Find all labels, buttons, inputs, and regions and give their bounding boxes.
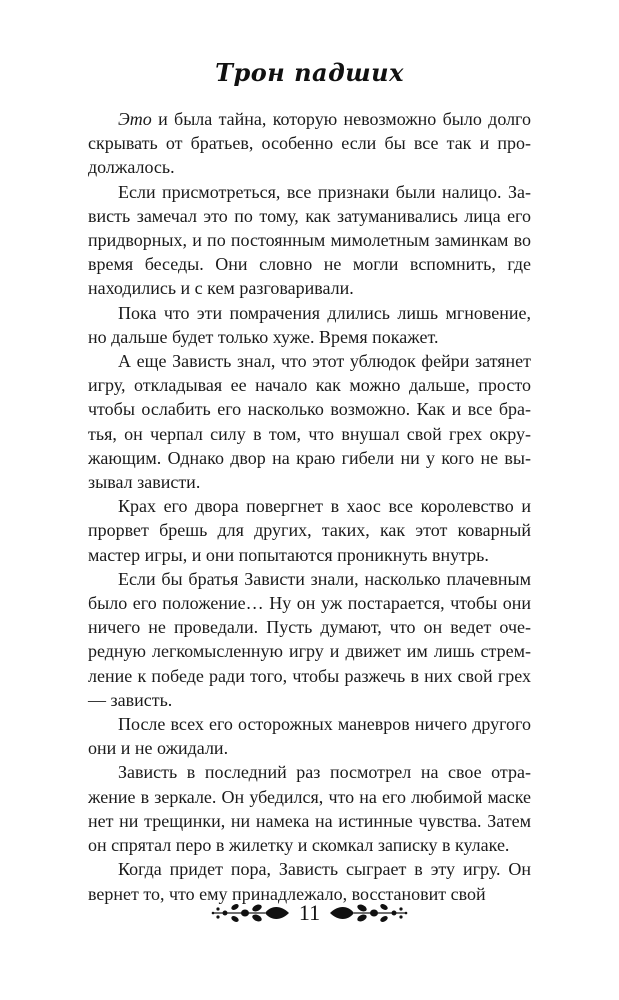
paragraph <box>88 107 531 180</box>
page-number: 11 <box>298 900 321 925</box>
italic-word: Это <box>118 109 152 129</box>
floral-ornament-icon <box>211 901 291 925</box>
paragraph <box>88 301 531 349</box>
paragraph-text: Если бы братья Зависти знали, насколько плачевным было его положение… Ну он уж постарается, чтобы они ничего не проведали. Пусть думают, что он ведет очередную легкомысленную игру и движет им лишь стремление к победе ради того, чтобы разжечь в них свой грех — зависть. <box>88 568 531 710</box>
body-text <box>88 107 531 906</box>
paragraph-text: Если присмотреться, все признаки были налицо. Зависть замечал это по тому, как затуманивались лица его придворных, и по постоянным мимолетным заминкам во время беседы. Они словно не могли вспомнить, где находились и с кем разговаривали. <box>88 181 531 299</box>
paragraph-text: Зависть в последний раз посмотрел на свое отражение в зеркале. Он убедился, что на его любимой маске нет ни трещинки, ни намека на истинные чувства. Затем он спрятал перо в жилетку и скомкал записку в кулаке. <box>88 762 531 856</box>
paragraph-text: и была тайна, которую невозможно было долго скрывать от братьев, особенно если бы все так и продолжалось. <box>88 109 531 178</box>
paragraph-text: Пока что эти помрачения длились лишь мгновение, но дальше будет только хуже. Время покажет. <box>88 302 531 347</box>
paragraph <box>88 712 531 760</box>
paragraph <box>88 567 531 712</box>
paragraph-text: После всех его осторожных маневров ничего другого они и не ожидали. <box>88 714 531 759</box>
paragraph-text: А еще Зависть знал, что этот ублюдок фейри затянет игру, откладывая ее начало как можно дальше, просто чтобы ослабить его насколько возможно. Как и все братья, он черпал силу в том, что внушал свой грех окружающим. Однако двор на краю гибели ни у кого не вызывал зависти. <box>88 351 531 493</box>
paragraph <box>88 760 531 857</box>
paragraph <box>88 180 531 301</box>
paragraph <box>88 494 531 567</box>
page-footer <box>0 898 619 928</box>
running-head: Трон падших <box>215 58 404 87</box>
paragraph <box>88 349 531 494</box>
paragraph-text: Крах его двора повергнет в хаос все королевство и прорвет брешь для других, таких, как этот коварный мастер игры, и они попытаются проникнуть внутрь. <box>88 496 531 565</box>
paragraph-text: Когда придет пора, Зависть сыграет в эту игру. Он вернет то, что ему принадлежало, восстановит свой <box>88 859 531 904</box>
floral-ornament-icon <box>328 901 408 925</box>
